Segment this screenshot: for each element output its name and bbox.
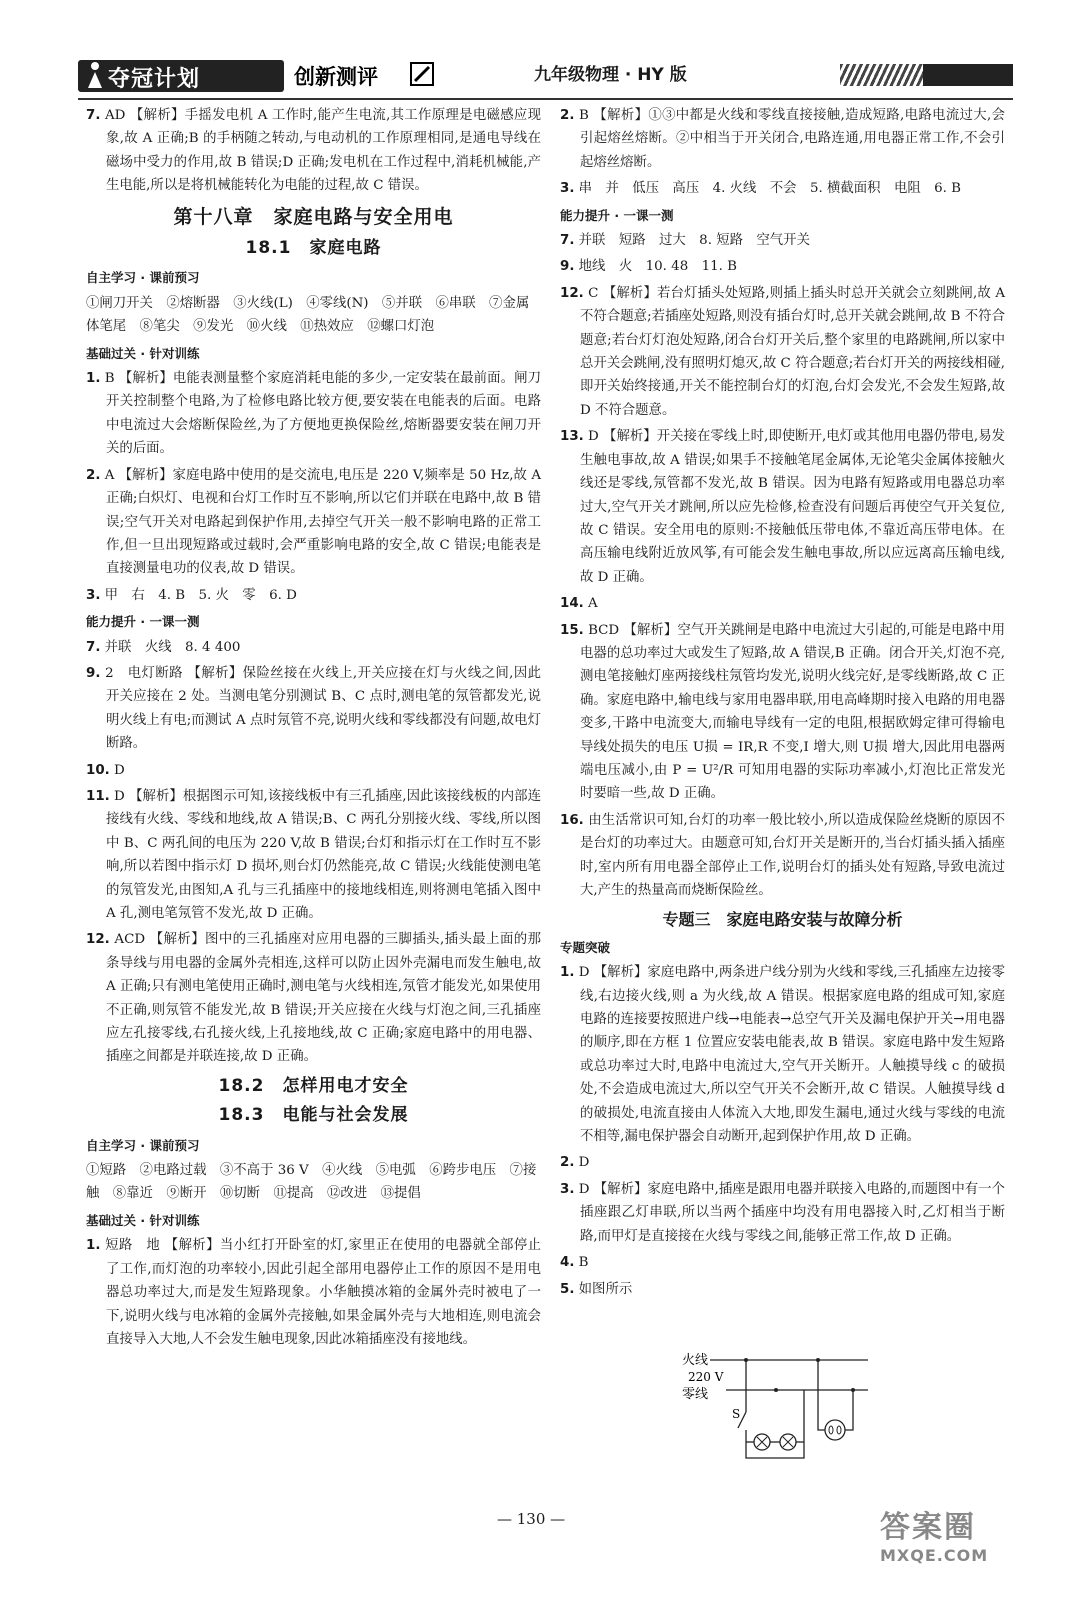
lamp-circuit-wire xyxy=(738,1360,804,1458)
answer-item: 13. D 【解析】开关接在零线上时,即使断开,电灯或其他用电器仍带电,易发生触电事故,故 A 错误;如果手不接触笔尾金属体,无论笔尖金属体接触火线还是零线,氖管都不发光,故 B 错误。因为电路有短路或用电器总功率过大,空气开关才跳闸,所以应先检修,检查没有问题后再使空气开关复位,故 C 错误。安全用电的原则:不接触低压带电体,不靠近高压带电体。在高压输电线附近放风筝,有可能会发生触电事故,所以应远离高压输电线,故 D 正确。 xyxy=(560,429,1005,585)
site-watermark xyxy=(880,1502,1010,1586)
answer-item: 1. D 【解析】家庭电路中,两条进户线分别为火线和零线,三孔插座左边接零线,右边接火线,则 a 为火线,故 A 错误。根据家庭电路的组成可知,家庭电路的连接要按照进户线→电能表→总空气开关及漏电保护开关→用电器的顺序,即在方框 1 位置应安装电能表,故 B 错误。家庭电路中发生短路或总功率过大时,电路中电流过大,空气开关断开。人触摸导线 c 的破损处,不会造成电流过大,所以空气开关不会断开,故 C 错误。人触摸导线 d 的破损处,电流直接由人体流入大地,即发生漏电,通过火线与零线的电流不相等,漏电保护器会自动断开,起到保护作用,故 D 正确。 xyxy=(560,965,1005,1145)
subsection-label: 基础过关 · 针对训练 xyxy=(86,345,200,361)
circuit-diagram xyxy=(668,1350,868,1468)
topic-title: 专题三 家庭电路安装与故障分析 xyxy=(662,910,903,930)
answer-item: 3. D 【解析】家庭电路中,插座是跟用电器并联接入电路的,而题图中有一个插座跟乙灯串联,所以当两个插座中均没有用电器接入时,乙灯相当于断路,而甲灯是直接接在火线与零线之间,能够正常工作,故 D 正确。 xyxy=(560,1181,1005,1244)
header-stripes xyxy=(840,64,1013,86)
watermark-url: MXQE.COM xyxy=(880,1546,989,1565)
answer-item: 10. D xyxy=(86,762,125,778)
header-rule xyxy=(78,98,1013,100)
live-wire-label: 火线 xyxy=(682,1353,709,1368)
answer-item: 2. B 【解析】①③中都是火线和零线直接接触,造成短路,电路电流过大,会引起熔丝熔断。②中相当于开关闭合,电路连通,用电器正常工作,不会引起熔丝熔断。 xyxy=(560,108,1005,170)
subsection-label: 自主学习 · 课前预习 xyxy=(86,1137,200,1153)
subsection-label: 基础过关 · 针对训练 xyxy=(86,1212,200,1228)
right-column xyxy=(560,104,1005,1304)
answer-item: 15. BCD 【解析】空气开关跳闸是电路中电流过大引起的,可能是电路中用电器的总功率过大或发生了短路,故 A 错误,B 正确。闭合开关,灯泡不亮,测电笔接触灯座两接线柱氖管均发光,说明火线完好,是零线断路,故 C 正确。家庭电路中,输电线与家用电器串联,用电高峰期时接入电路的用电器变多,干路中电流变大,而输电导线有一定的电阻,根据欧姆定律可得输电导线处损失的电压 U损 = IR,R 不变,I 增大,则 U损 增大,因此用电器两端电压减小,由 P = U²/R 可知用电器的实际功率减小,灯泡比正常发光时要暗一些,故 D 正确。 xyxy=(560,622,1005,802)
answer-item: 2. D xyxy=(560,1155,590,1171)
page-header xyxy=(78,56,1013,98)
answer-item: 1. 短路 地 【解析】当小红打开卧室的灯,家里正在使用的电器就全部停止了工作,而灯泡的功率较小,因此引起全部用电器停止工作的原因不是用电器总功率过大,而是发生短路现象。小华触摸冰箱的金属外壳时被电了一下,说明火线与电冰箱的金属外壳接触,如果金属外壳与大地相连,则电流会直接导入大地,人不会发生触电现象,因此冰箱插座没有接地线。 xyxy=(86,1238,542,1347)
answer-item: 7. 并联 短路 过大 8. 短路 空气开关 xyxy=(560,233,810,249)
switch-label: S xyxy=(732,1407,741,1421)
subsection-label: 专题突破 xyxy=(560,939,611,955)
subsection-label: 能力提升 · 一课一测 xyxy=(86,614,200,630)
answer-item: 7. 并联 火线 8. 4 400 xyxy=(86,639,241,655)
answer-item: 3. 甲 右 4. B 5. 火 零 6. D xyxy=(86,587,297,603)
answer-item: 1. B 【解析】电能表测量整个家庭消耗电能的多少,一定安装在最前面。闸刀开关控制整个电路,为了检修电路比较方便,要安装在电能表的后面。电路中电流过大会熔断保险丝,为了方便地更换保险丝,熔断器要安装在闸刀开关的后面。 xyxy=(86,371,541,457)
answer-item: 4. B xyxy=(560,1255,589,1271)
page-number: — 130 — xyxy=(497,1510,566,1528)
answer-item: 12. ACD 【解析】图中的三孔插座对应用电器的三脚插头,插头最上面的那条导线与用电器的金属外壳相连,这样可以防止因外壳漏电而发生触电,故 A 正确;只有测电笔使用正确时,测电笔与火线相连,氖管才能发光,如果使用不正确,则氖管不能发光,故 B 错误;开关应接在火线与灯泡之间,三孔插座应左孔接零线,右孔接火线,上孔接地线,故 C 正确;家庭电路中的用电器、插座之间都是并联连接,故 D 正确。 xyxy=(86,932,541,1065)
voltage-label: 220 V xyxy=(688,1370,724,1384)
socket-icon xyxy=(825,1420,845,1440)
trophy-runner-icon xyxy=(84,60,106,90)
answer-item: 5. 如图所示 xyxy=(560,1281,633,1297)
check-box-icon xyxy=(410,62,434,86)
neutral-wire-label: 零线 xyxy=(682,1387,709,1402)
brand-logo xyxy=(78,60,284,92)
brand-name: 创新测评 xyxy=(290,61,382,91)
preview-answers: ①闸刀开关 ②熔断器 ③火线(L) ④零线(N) ⑤并联 ⑥串联 ⑦金属体笔尾 ⑧笔尖 ⑨发光 ⑩火线 ⑪热效应 ⑫螺口灯泡 xyxy=(86,295,530,335)
section-title: 18.1 家庭电路 xyxy=(245,238,382,259)
section-title: 18.3 电能与社会发展 xyxy=(218,1105,409,1126)
answer-item: 16. 由生活常识可知,台灯的功率一般比较小,所以造成保险丝烧断的原因不是台灯的功率过大。由题意可知,台灯开关是断开的,当台灯插头插入插座时,室内所有用电器全部停止工作,说明台灯的插头处有短路,导致电流过大,产生的热量高而烧断保险丝。 xyxy=(560,812,1005,898)
answer-item: 14. A xyxy=(560,596,598,612)
answer-item: 12. C 【解析】若台灯插头处短路,则插上插头时总开关就会立刻跳闸,故 A 不符合题意;若插座处短路,则没有插台灯时,总开关就会跳闸,故 B 不符合题意;若台灯灯泡处短路,闭合台灯开关后,整个家里的电路跳闸,所以家中总开关会跳闸,没有照明灯熄灭,故 C 符合题意;若台灯开关的两接线相碰,即开关始终接通,开关不能控制台灯的灯泡,台灯会发光,不会发生短路,故 D 不符合题意。 xyxy=(560,285,1005,418)
logo-text: 夺冠计划 xyxy=(108,67,201,92)
chapter-title: 第十八章 家庭电路与安全用电 xyxy=(173,205,454,228)
answer-item: 11. D 【解析】根据图示可知,该接线板中有三孔插座,因此该接线板的内部连接线有火线、零线和地线,故 A 错误;B、C 两孔分别接火线、零线,所以图中 B、C 两孔间的电压为 220 V,故 B 错误;台灯和指示灯在工作时互不影响,所以若图中指示灯 D 损坏,则台灯仍然能亮,故 C 错误;火线能使测电笔的氖管发光,由图知,A 孔与三孔插座中的接地线相连,则将测电笔插入图中 A 孔,测电笔氖管不发光,故 D 正确。 xyxy=(86,788,541,921)
lamp-cross xyxy=(783,1437,793,1447)
section-title: 18.2 怎样用电才安全 xyxy=(218,1075,409,1096)
preview-answers: ①短路 ②电路过载 ③不高于 36 V ④火线 ⑤电弧 ⑥跨步电压 ⑦接触 ⑧靠近 ⑨断开 ⑩切断 ⑪提高 ⑫改进 ⑬提倡 xyxy=(86,1163,537,1202)
subsection-label: 能力提升 · 一课一测 xyxy=(560,207,674,223)
answer-item: 2. A 【解析】家庭电路中使用的是交流电,电压是 220 V,频率是 50 Hz,故 A 正确;白炽灯、电视和台灯工作时互不影响,所以它们并联在电路中,故 B 错误;空气开关对电路起到保护作用,去掉空气开关一般不影响电路的正常工作,但一旦出现短路或过载时,会严重影响电路的安全,故 C 错误;电能表是直接测量电功的仪表,故 D 错误。 xyxy=(86,467,541,577)
answer-item: 3. 串 并 低压 高压 4. 火线 不会 5. 横截面积 电阻 6. B xyxy=(560,181,961,197)
left-column xyxy=(86,104,541,1354)
answer-item: 9. 地线 火 10. 48 11. B xyxy=(560,259,737,275)
lamp-cross xyxy=(757,1437,767,1447)
subsection-label: 自主学习 · 课前预习 xyxy=(86,270,200,286)
answer-item: 9. 2 电灯断路 【解析】保险丝接在火线上,开关应接在灯与火线之间,因此开关应接在 2 处。当测电笔分别测试 B、C 点时,测电笔的氖管都发光,说明火线上有电;而测试 A 点时氖管不亮,说明火线和零线都没有问题,故电灯断路。 xyxy=(86,665,541,752)
answer-item: 7. AD 【解析】手摇发电机 A 工作时,能产生电流,其工作原理是电磁感应现象,故 A 正确;B 的手柄随之转动,与电动机的工作原理相同,是通电导线在磁场中受力的作用,故 B 错误;D 正确;发电机在工作过程中,消耗机械能,产生电能,所以是将机械能转化为电能的过程,故 C 错误。 xyxy=(86,108,541,194)
watermark-title: 答案圈 xyxy=(880,1510,976,1545)
junction-dot xyxy=(774,1388,778,1392)
book-title: 九年级物理 · HY 版 xyxy=(534,65,687,85)
